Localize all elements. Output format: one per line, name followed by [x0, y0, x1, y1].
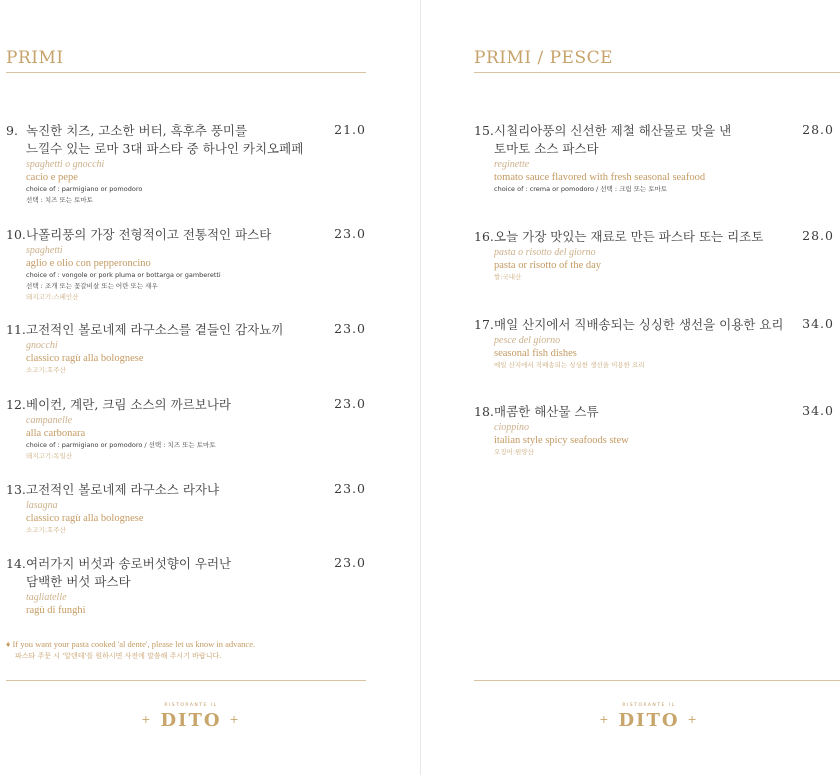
section-title-primi-pesce: PRIMI / PESCE: [474, 48, 614, 68]
item-korean-desc: 녹진한 치즈, 고소한 버터, 흑후추 풍미를: [26, 123, 248, 138]
item-korean-desc: 오늘 가장 맛있는 재료로 만든 파스타 또는 리조토: [494, 229, 764, 244]
item-pasta-type: pesce del giorno: [494, 335, 561, 346]
item-pasta-type: spaghetti o gnocchi: [26, 159, 105, 170]
logo-subtitle: RISTORANTE IL: [164, 703, 218, 708]
plus-icon: +: [141, 713, 153, 726]
footer-rule: [6, 680, 366, 681]
item-korean-desc-2: 담백한 버섯 파스타: [26, 574, 131, 589]
menu-item-10: [6, 226, 366, 303]
item-price: 23.0: [334, 226, 366, 241]
item-choice: choice of : vongole or pork pluma or bottarga or gamberetti: [26, 271, 221, 279]
item-pasta-type: reginette: [494, 159, 530, 170]
item-price: 23.0: [334, 396, 366, 411]
item-korean-desc: 시칠리아풍의 신선한 제철 해산물로 맛을 낸: [494, 123, 732, 138]
menu-item-11: [6, 321, 366, 376]
item-price: 34.0: [802, 316, 834, 331]
item-pasta-type: cioppino: [494, 422, 529, 433]
item-korean-desc-2: 토마토 소스 파스타: [494, 141, 599, 156]
footer-rule: [474, 680, 840, 681]
item-number: 12.: [6, 397, 26, 412]
item-english-name: aglio e olio con pepperoncino: [26, 258, 151, 269]
item-pasta-type: lasagna: [26, 500, 58, 511]
item-english-name: seasonal fish dishes: [494, 348, 577, 359]
item-price: 23.0: [334, 555, 366, 570]
item-english-name: classico ragù alla bolognese: [26, 353, 144, 364]
item-number: 10.: [6, 227, 26, 242]
item-pasta-type: campanelle: [26, 415, 73, 426]
item-english-name: italian style spicy seafoods stew: [494, 435, 629, 446]
item-korean-desc: 여러가지 버섯과 송로버섯향이 우러난: [26, 556, 232, 571]
item-korean-desc: 고전적인 볼로네제 라구소스 라자냐: [26, 482, 220, 497]
item-english-name: tomato sauce flavored with fresh seasonal seafood: [494, 172, 706, 183]
plus-icon: +: [229, 713, 241, 726]
item-korean-desc: 고전적인 볼로네제 라구소스를 곁들인 감자뇨끼: [26, 322, 284, 337]
item-origin: 소고기:호주산: [26, 526, 66, 534]
item-price: 28.0: [802, 228, 834, 243]
restaurant-logo: [91, 702, 291, 731]
item-english-name: classico ragù alla bolognese: [26, 513, 144, 524]
section-title-primi: PRIMI: [6, 48, 64, 68]
logo-subtitle: RISTORANTE IL: [622, 703, 676, 708]
item-price: 21.0: [334, 122, 366, 137]
menu-item-14: [6, 555, 366, 617]
item-number: 18.: [474, 404, 494, 419]
menu-item-18: [474, 403, 834, 458]
al-dente-note: [6, 638, 255, 662]
menu-item-16: [474, 228, 834, 283]
item-price: 28.0: [802, 122, 834, 137]
item-choice: choice of : parmigiano or pomodoro / 선택 : 치즈 또는 토마토: [26, 441, 216, 449]
item-price: 23.0: [334, 481, 366, 496]
item-korean-desc: 나폴리풍의 가장 전형적이고 전통적인 파스타: [26, 227, 272, 242]
item-pasta-type: pasta o risotto del giorno: [494, 247, 596, 258]
menu-item-15: [474, 122, 834, 195]
item-price: 23.0: [334, 321, 366, 336]
item-number: 17.: [474, 317, 494, 332]
menu-item-17: [474, 316, 834, 371]
item-english-name: alla carbonara: [26, 428, 86, 439]
item-korean-desc: 매콤한 해산물 스튜: [494, 404, 599, 419]
item-choice-ko: 선택 : 조개 또는 꽃갈비살 또는 어란 또는 새우: [26, 282, 158, 290]
item-korean-desc-2: 느낄수 있는 로마 3대 파스타 중 하나인 카치오페페: [26, 141, 304, 156]
item-pasta-type: gnocchi: [26, 340, 58, 351]
item-origin: 오징어:원양산: [494, 448, 534, 456]
title-rule: [6, 72, 366, 73]
item-number: 11.: [6, 322, 26, 337]
item-number: 16.: [474, 229, 494, 244]
item-pasta-type: spaghetti: [26, 245, 63, 256]
plus-icon: +: [687, 713, 699, 726]
item-origin: 돼지고기:독일산: [26, 452, 73, 460]
item-number: 15.: [474, 123, 494, 138]
item-choice: choice of : parmigiano or pomodoro: [26, 185, 143, 193]
item-origin: 쌀:국내산: [494, 273, 522, 281]
note-korean: 파스타 주문 시 '알덴테'를 원하시면 사전에 말씀해 주시기 바랍니다.: [15, 652, 222, 660]
title-rule: [474, 72, 840, 73]
menu-item-9: [6, 122, 366, 206]
note-english: ♦ If you want your pasta cooked 'al dente', please let us know in advance.: [6, 639, 256, 649]
item-english-name: cacio e pepe: [26, 172, 78, 183]
item-number: 14.: [6, 556, 26, 571]
item-price: 34.0: [802, 403, 834, 418]
item-number: 9.: [6, 123, 18, 138]
item-english-name: pasta or risotto of the day: [494, 260, 602, 271]
right-menu-page: [421, 0, 840, 775]
item-choice-ko: 선택 : 치즈 또는 토마토: [26, 196, 93, 204]
menu-item-13: [6, 481, 366, 536]
item-origin: 돼지고기:스페인산: [26, 293, 79, 301]
logo-wordmark: DITO: [160, 710, 222, 731]
item-korean-desc: 매일 산지에서 직배송되는 싱싱한 생선을 이용한 요리: [494, 317, 784, 332]
item-origin: 소고기:호주산: [26, 366, 66, 374]
item-pasta-type: tagliatelle: [26, 592, 67, 603]
item-origin: 매일 산지에서 직배송되는 싱싱한 생선을 이용한 요리: [494, 361, 645, 369]
item-korean-desc: 베이컨, 계란, 크림 소스의 까르보나라: [26, 397, 231, 412]
item-choice: choice of : crema or pomodoro / 선택 : 크림 또는 토마토: [494, 185, 668, 193]
item-number: 13.: [6, 482, 26, 497]
item-english-name: ragù di funghi: [26, 605, 86, 616]
menu-item-12: [6, 396, 366, 462]
logo-wordmark: DITO: [618, 710, 680, 731]
plus-icon: +: [599, 713, 611, 726]
restaurant-logo: [549, 702, 749, 731]
